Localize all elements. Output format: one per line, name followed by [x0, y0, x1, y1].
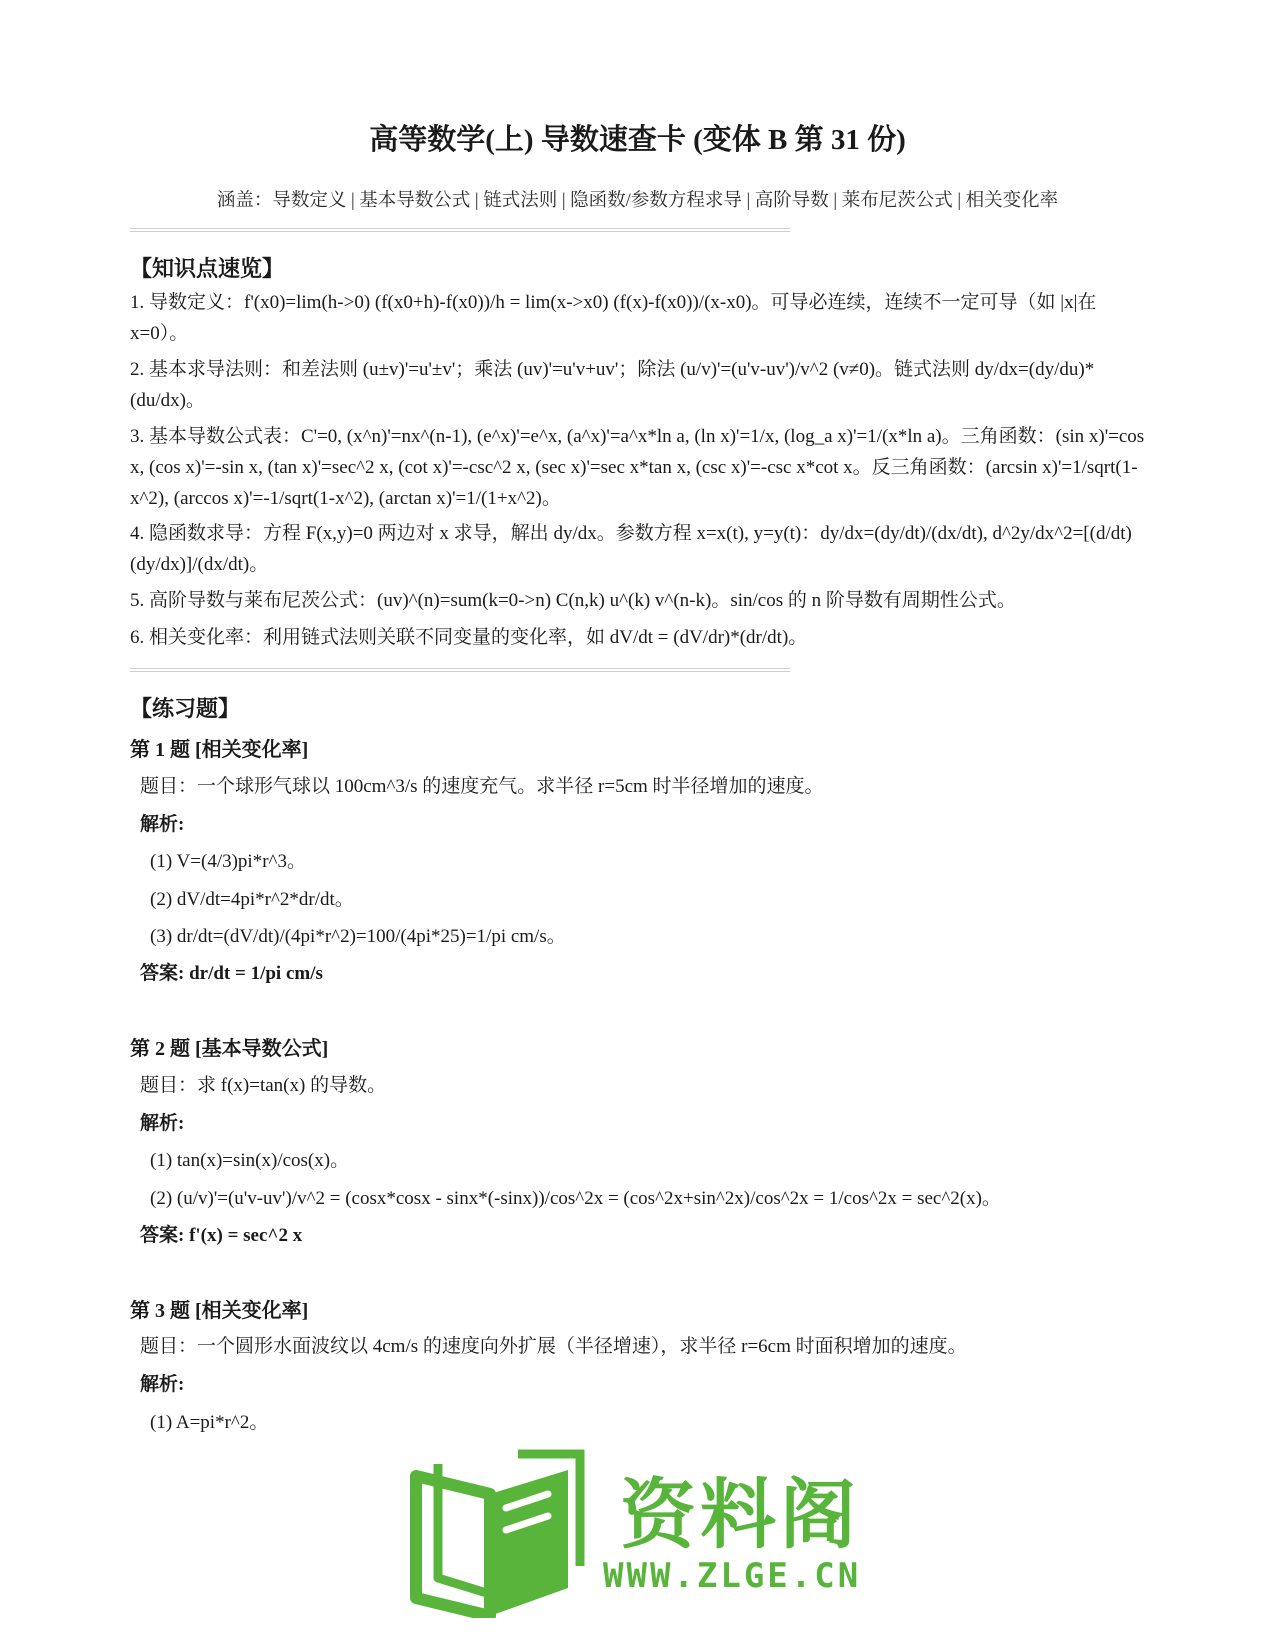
solution-step: (3) dr/dt=(dV/dt)/(4pi*r^2)=100/(4pi*25)=1/pi cm/s。	[150, 926, 566, 947]
divider	[130, 668, 790, 669]
analysis-label: 解析:	[140, 1113, 185, 1134]
divider	[130, 228, 790, 229]
answer-label: 答案:	[140, 963, 185, 984]
answer-label: 答案:	[140, 1225, 185, 1246]
answer-line	[140, 958, 323, 985]
knowledge-item: 1. 导数定义：f'(x0)=lim(h->0) (f(x0+h)-f(x0))/h = lim(x->x0) (f(x)-f(x0))/(x-x0)。可导必连续，连续不一定可导（如 |x|在 x=0）。	[130, 292, 1097, 344]
question-heading: 第 1 题 [相关变化率]	[130, 739, 309, 761]
question-heading: 第 2 题 [基本导数公式]	[130, 1038, 329, 1060]
knowledge-item: 4. 隐函数求导：方程 F(x,y)=0 两边对 x 求导，解出 dy/dx。参数方程 x=x(t), y=y(t)：dy/dx=(dy/dt)/(dx/dt), d^2y/dx^2=[(d/dt)(dy/dx)]/(dx/dt)。	[130, 523, 1132, 575]
section-heading-knowledge: 【知识点速览】	[130, 256, 285, 281]
knowledge-item: 2. 基本求导法则：和差法则 (u±v)'=u'±v'；乘法 (uv)'=u'v+uv'；除法 (u/v)'=(u'v-uv')/v^2 (v≠0)。链式法则 dy/dx=(dy/du)*(du/dx)。	[130, 359, 1095, 411]
knowledge-item: 5. 高阶导数与莱布尼茨公式：(uv)^(n)=sum(k=0->n) C(n,k) u^(k) v^(n-k)。sin/cos 的 n 阶导数有周期性公式。	[130, 590, 1016, 611]
analysis-label: 解析:	[140, 1374, 185, 1395]
question-heading: 第 3 题 [相关变化率]	[130, 1300, 309, 1322]
open-book-icon	[398, 1448, 598, 1618]
solution-step: (1) tan(x)=sin(x)/cos(x)。	[150, 1150, 350, 1171]
watermark	[398, 1448, 888, 1618]
solution-step: (2) dV/dt=4pi*r^2*dr/dt。	[150, 889, 354, 910]
page-subtitle: 涵盖：导数定义 | 基本导数公式 | 链式法则 | 隐函数/参数方程求导 | 高阶导数 | 莱布尼茨公式 | 相关变化率	[216, 191, 1059, 211]
answer-value: f'(x) = sec^2 x	[189, 1225, 303, 1246]
question-prompt: 题目：一个球形气球以 100cm^3/s 的速度充气。求半径 r=5cm 时半径增加的速度。	[140, 776, 824, 797]
solution-step: (1) V=(4/3)pi*r^3。	[150, 851, 306, 872]
solution-step: (2) (u/v)'=(u'v-uv')/v^2 = (cosx*cosx - sinx*(-sinx))/cos^2x = (cos^2x+sin^2x)/cos^2x = 1/cos^2x = sec^2(x)。	[150, 1188, 1001, 1209]
section-heading-practice: 【练习题】	[130, 696, 241, 721]
question-prompt: 题目：一个圆形水面波纹以 4cm/s 的速度向外扩展（半径增速），求半径 r=6cm 时面积增加的速度。	[140, 1336, 967, 1357]
knowledge-item: 3. 基本导数公式表：C'=0, (x^n)'=nx^(n-1), (e^x)'=e^x, (a^x)'=a^x*ln a, (ln x)'=1/x, (log_a x)'=1/(x*ln a)。三角函数：(sin x)'=cos x, (cos x)'=-sin x, (tan x)'=sec^2 x, (cot x)'=-csc^2 x, (sec x)'=sec x*tan x, (csc x)'=-csc x*cot x。反三角函数：(arcsin x)'=1/sqrt(1-x^2), (arccos x)'=-1/sqrt(1-x^2), (arctan x)'=1/(1+x^2)。	[130, 426, 1145, 509]
question-prompt: 题目：求 f(x)=tan(x) 的导数。	[140, 1075, 387, 1096]
page-title: 高等数学(上) 导数速查卡 (变体 B 第 31 份)	[369, 124, 906, 156]
solution-step: (1) A=pi*r^2。	[150, 1412, 269, 1433]
analysis-label: 解析:	[140, 814, 185, 835]
watermark-brand: 资料阁	[620, 1470, 860, 1559]
knowledge-item: 6. 相关变化率：利用链式法则关联不同变量的变化率，如 dV/dt = (dV/dr)*(dr/dt)。	[130, 627, 808, 648]
answer-line	[140, 1220, 302, 1247]
watermark-url: WWW.ZLGE.CN	[603, 1556, 862, 1596]
answer-value: dr/dt = 1/pi cm/s	[189, 963, 323, 984]
